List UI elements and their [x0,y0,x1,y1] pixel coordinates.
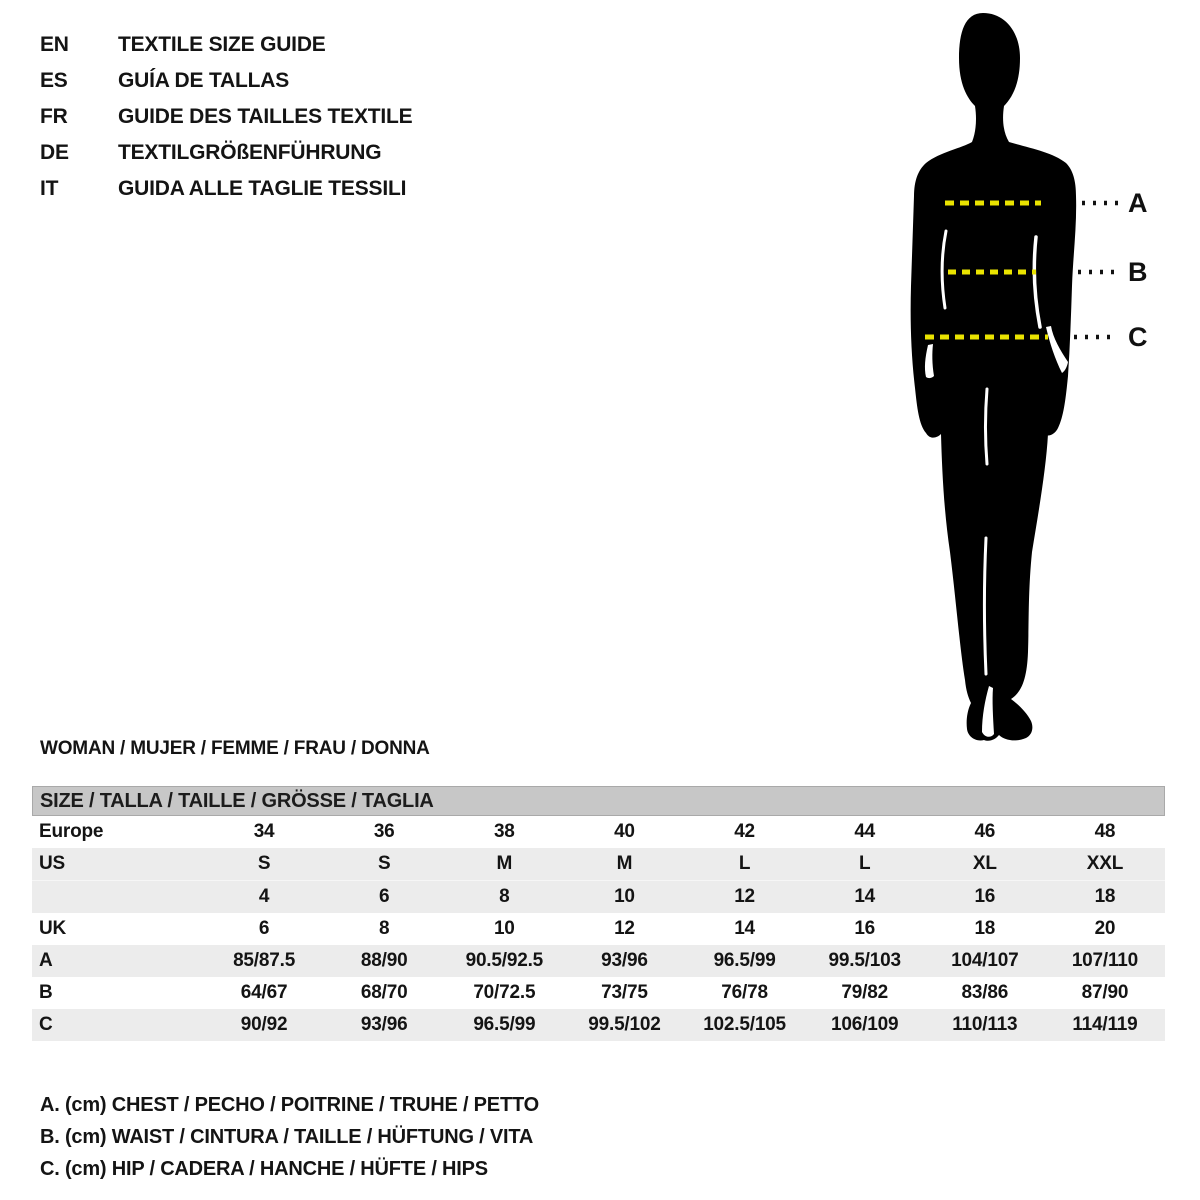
row-label: Europe [39,821,104,842]
table-cell: 14 [734,918,755,939]
table-cell: 40 [614,821,635,842]
table-cell: M [616,853,633,874]
table-cell: 46 [974,821,996,842]
table-row-us-numbers [32,880,1165,913]
table-cell: 8 [499,886,510,907]
table-cell: 73/75 [601,982,648,1003]
table-cell: 16 [854,918,876,939]
language-row-en [40,27,412,63]
table-cell: 12 [734,886,755,907]
table-cell: 34 [253,821,275,842]
table-cell: S [257,853,271,874]
language-title: GUÍA DE TALLAS [118,69,290,92]
table-cell: L [858,853,871,874]
table-cell: 107/110 [1071,950,1139,971]
table-cell: 16 [974,886,996,907]
marker-label-c: C [1128,322,1148,352]
table-cell: 14 [854,886,876,907]
table-cell: 20 [1094,918,1116,939]
language-code: EN [40,33,69,56]
language-row-es [40,63,412,99]
table-cell: 6 [258,918,270,939]
table-cell: 38 [493,821,515,842]
table-cell: 68/70 [360,982,408,1003]
language-row-fr [40,99,412,135]
marker-label-a: A [1128,188,1148,218]
table-cell: 18 [974,918,996,939]
language-title: TEXTILGRÖßENFÜHRUNG [118,141,382,164]
language-row-it [40,171,412,207]
language-code: DE [40,141,69,164]
row-label: US [39,853,65,874]
table-cell: 93/96 [360,1014,408,1035]
table-cell: 44 [854,821,876,842]
marker-label-b: B [1128,257,1148,287]
table-cell: 99.5/103 [828,950,901,971]
row-label: B [39,982,53,1003]
table-row-europe [32,816,1165,848]
legend-hip: C. (cm) HIP / CADERA / HANCHE / HÜFTE / HIPS [40,1158,488,1180]
leg-gap-lower [985,538,987,674]
language-title-list [40,27,412,207]
table-cell: 12 [614,918,635,939]
row-label: A [39,950,53,971]
table-cell: 114/119 [1072,1014,1138,1035]
table-cell: 99.5/102 [588,1014,661,1035]
table-row-chest-a [32,945,1165,977]
row-label: UK [39,918,67,939]
table-row-us-letters [32,848,1165,880]
table-cell: 93/96 [601,950,648,971]
table-row-waist-b [32,977,1165,1009]
table-cell: 42 [734,821,755,842]
row-label: C [39,1014,53,1035]
table-cell: 70/72.5 [473,982,536,1003]
table-cell: 8 [379,918,390,939]
woman-silhouette-figure [880,0,1200,760]
language-code: ES [40,69,68,92]
silhouette-svg [880,0,1200,760]
language-code: FR [40,105,68,128]
language-title: GUIDE DES TAILLES TEXTILE [118,105,413,128]
table-cell: 48 [1094,821,1116,842]
size-table [32,786,1165,1041]
table-cell: 106/109 [831,1014,899,1035]
size-table-header: SIZE / TALLA / TAILLE / GRÖSSE / TAGLIA [32,786,1165,816]
table-cell: L [738,853,751,874]
table-cell: 96.5/99 [473,1014,536,1035]
table-cell: 36 [373,821,395,842]
table-cell: 90.5/92.5 [465,950,544,971]
table-row-hip-c [32,1009,1165,1041]
language-row-de [40,135,412,171]
table-cell: 85/87.5 [233,950,296,971]
table-cell: 76/78 [721,982,768,1003]
language-title: GUIDA ALLE TAGLIE TESSILI [118,177,407,200]
table-cell: 79/82 [841,982,888,1003]
gender-title: WOMAN / MUJER / FEMME / FRAU / DONNA [40,738,430,759]
table-cell: 104/107 [951,950,1019,971]
woman-silhouette-icon [911,13,1077,741]
table-cell: S [377,853,391,874]
table-row-uk [32,913,1165,945]
table-cell: 87/90 [1081,982,1129,1003]
table-cell: 6 [379,886,390,907]
table-cell: XXL [1086,853,1124,874]
legend-waist: B. (cm) WAIST / CINTURA / TAILLE / HÜFTUNG / VITA [40,1126,534,1148]
table-cell: 88/90 [360,950,408,971]
table-cell: 10 [493,918,515,939]
table-cell: 110/113 [952,1014,1018,1035]
table-cell: 10 [614,886,635,907]
measurement-legend [40,1089,539,1185]
table-cell: 18 [1094,886,1116,907]
table-cell: M [496,853,513,874]
language-title: TEXTILE SIZE GUIDE [118,33,326,56]
table-cell: 64/67 [240,982,288,1003]
table-cell: 102.5/105 [703,1014,786,1035]
legend-chest: A. (cm) CHEST / PECHO / POITRINE / TRUHE / PETTO [40,1094,539,1116]
row-label [32,881,204,913]
table-cell: XL [972,853,997,874]
table-cell: 96.5/99 [713,950,776,971]
leg-gap-upper [986,389,988,464]
table-cell: 83/86 [961,982,1009,1003]
table-cell: 4 [258,886,270,907]
language-code: IT [40,177,59,200]
table-cell: 90/92 [240,1014,288,1035]
